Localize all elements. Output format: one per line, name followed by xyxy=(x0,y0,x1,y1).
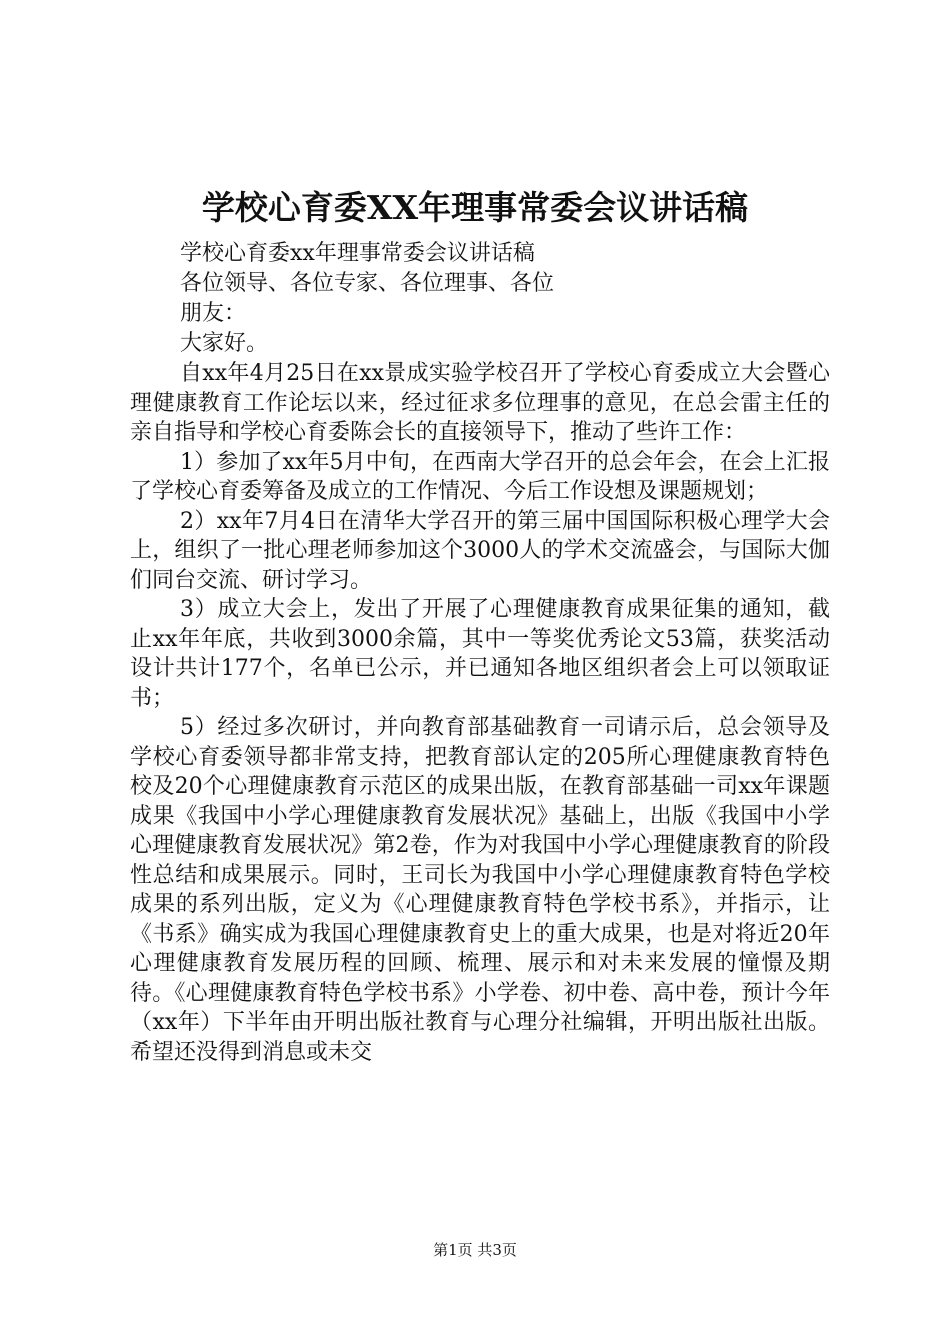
paragraph-opening: 自xx年4月25日在xx景成实验学校召开了学校心育委成立大会暨心理健康教育工作论坛以来，经过征求多位理事的意见，在总会雷主任的亲自指导和学校心育委陈会长的直接领导下，推动了些许工作： xyxy=(130,361,830,445)
salutation-line: 各位领导、各位专家、各位理事、各位 xyxy=(180,271,555,296)
greeting-line: 大家好。 xyxy=(180,331,269,356)
paragraph-item-5: 5）经过多次研讨，并向教育部基础教育一司请示后，总会领导及学校心育委领导都非常支持，把教育部认定的205所心理健康教育特色校及20个心理健康教育示范区的成果出版，在教育部基础一司xx年课题成果《我国中小学心理健康教育发展状况》基础上，出版《我国中小学心理健康教育发展状况》第2卷，作为对我国中小学心理健康教育的阶段性总结和成果展示。同时，王司长为我国中小学心理健康教育特色学校成果的系列出版，定义为《心理健康教育特色学校书系》，并指示，让《书系》确实成为我国心理健康教育史上的重大成果，也是对将近20年心理健康教育发展历程的回顾、梳理、展示和对未来发展的憧憬及期待。《心理健康教育特色学校书系》小学卷、初中卷、高中卷，预计今年（xx年）下半年由开明出版社教育与心理分社编辑，开明出版社出版。希望还没得到消息或未交 xyxy=(130,715,830,1065)
salutation-continuation: 朋友： xyxy=(180,301,247,326)
paragraph-item-3: 3）成立大会上，发出了开展了心理健康教育成果征集的通知，截止xx年年底，共收到3000余篇，其中一等奖优秀论文53篇，获奖活动设计共计177个，名单已公示，并已通知各地区组织者会上可以领取证书； xyxy=(130,597,830,711)
subtitle-line: 学校心育委xx年理事常委会议讲话稿 xyxy=(180,241,535,266)
body-text xyxy=(130,359,830,1067)
paragraph-item-1: 1）参加了xx年5月中旬，在西南大学召开的总会年会，在会上汇报了学校心育委筹备及成立的工作情况、今后工作设想及课题规划； xyxy=(130,449,830,504)
document-title: 学校心育委XX年理事常委会议讲话稿 xyxy=(201,188,749,227)
page-number-footer: 第1页 共3页 xyxy=(433,1241,517,1259)
paragraph-item-2: 2）xx年7月4日在清华大学召开的第三届中国国际积极心理学大会上，组织了一批心理老师参加这个3000人的学术交流盛会，与国际大伽们同台交流、研讨学习。 xyxy=(130,508,830,593)
